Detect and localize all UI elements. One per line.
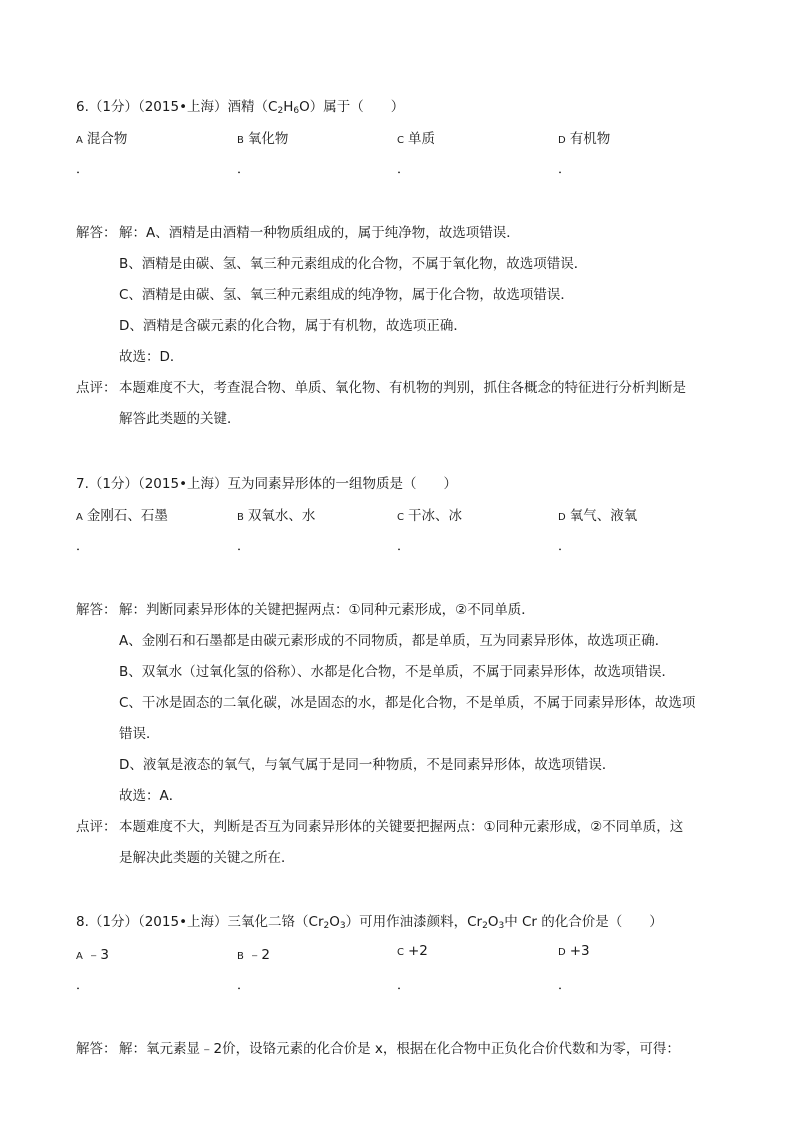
q8-option-b: B ﹣2: [237, 947, 270, 963]
q7-answer-line: A、金刚石和石墨都是由碳元素形成的不同物质，都是单质，互为同素异形体，故选项正确．: [119, 633, 669, 649]
q6-answer-line: C、酒精是由碳、氢、氧三种元素组成的纯净物，属于化合物，故选项错误．: [119, 287, 574, 303]
q7-comment-line: 是解决此类题的关键之所在．: [119, 850, 295, 866]
q6-option-b-dot: ．: [237, 162, 251, 177]
q8-option-d: D +3: [558, 943, 590, 959]
q6-answer-line: 解：A、酒精是由酒精一种物质组成的，属于纯净物，故选项错误．: [119, 225, 520, 241]
q7-answer-line: 解：判断同素异形体的关键把握两点：①同种元素形成，②不同单质．: [119, 602, 535, 618]
q6-option-c-dot: ．: [397, 162, 411, 177]
q6-option-c: C 单质: [397, 131, 435, 147]
q7-answer-line: C、干冰是固态的二氧化碳，冰是固态的水，都是化合物，不是单质，不属于同素异形体，故选项: [119, 695, 696, 711]
q6-comment-label: 点评：: [76, 380, 117, 396]
q7-option-d: D 氧气、液氧: [558, 508, 638, 524]
q6-comment-line: 解答此类题的关键．: [119, 411, 241, 427]
q6-option-d-dot: ．: [558, 162, 572, 177]
q8-option-d-dot: ．: [558, 978, 572, 993]
q8-option-c: C +2: [397, 943, 428, 959]
q6-option-a-dot: ．: [76, 162, 90, 177]
q8-option-a: A ﹣3: [76, 947, 109, 963]
q7-option-b-dot: ．: [237, 539, 251, 554]
q7-comment-line: 本题难度不大，判断是否互为同素异形体的关键要把握两点：①同种元素形成，②不同单质，这: [119, 819, 684, 835]
q7-stem: 7.（1分）（2015•上海）互为同素异形体的一组物质是（ ）: [76, 476, 458, 492]
q6-answer-label: 解答：: [76, 225, 117, 241]
q7-option-c-dot: ．: [397, 539, 411, 554]
q6-option-a: A 混合物: [76, 131, 128, 147]
q7-option-a: A 金刚石、石墨: [76, 508, 168, 524]
q7-option-a-dot: ．: [76, 539, 90, 554]
q6-answer-line: B、酒精是由碳、氢、氧三种元素组成的化合物，不属于氧化物，故选项错误．: [119, 256, 588, 272]
q6-answer-line: 故选：D．: [119, 349, 184, 365]
q6-answer-line: D、酒精是含碳元素的化合物，属于有机物，故选项正确．: [119, 318, 467, 334]
q8-answer-line: 解：氧元素显﹣2价，设铬元素的化合价是 x，根据在化合物中正负化合价代数和为零，可得：: [119, 1041, 680, 1057]
q6-stem: 6.（1分）（2015•上海）酒精$(C_2H_6O)$属于（ ）: [76, 99, 405, 116]
q8-option-c-dot: ．: [397, 978, 411, 993]
q7-option-b: B 双氧水、水: [237, 508, 316, 524]
q7-answer-line: 错误．: [119, 726, 160, 742]
q6-option-b: B 氧化物: [237, 131, 289, 147]
q8-stem: 8.（1分）（2015•上海）三氧化二铬$(Cr_2O_3)$可用作油漆颜料，$Cr_2O_3$中 Cr 的化合价是（ ）: [76, 914, 663, 931]
q7-answer-line: B、双氧水（过氧化氢的俗称）、水都是化合物，不是单质，不属于同素异形体，故选项错误．: [119, 664, 676, 680]
q7-comment-label: 点评：: [76, 819, 117, 835]
q6-option-d: D 有机物: [558, 131, 611, 147]
q7-answer-line: 故选：A．: [119, 788, 183, 804]
q7-option-c: C 干冰、冰: [397, 508, 462, 524]
q7-answer-label: 解答：: [76, 602, 117, 618]
q8-answer-label: 解答：: [76, 1041, 117, 1057]
q7-option-d-dot: ．: [558, 539, 572, 554]
q6-comment-line: 本题难度不大，考查混合物、单质、氧化物、有机物的判别，抓住各概念的特征进行分析判断是: [119, 380, 686, 396]
q8-option-a-dot: ．: [76, 978, 90, 993]
q7-answer-line: D、液氧是液态的氧气，与氧气属于是同一种物质，不是同素异形体，故选项错误．: [119, 757, 616, 773]
q8-option-b-dot: ．: [237, 978, 251, 993]
